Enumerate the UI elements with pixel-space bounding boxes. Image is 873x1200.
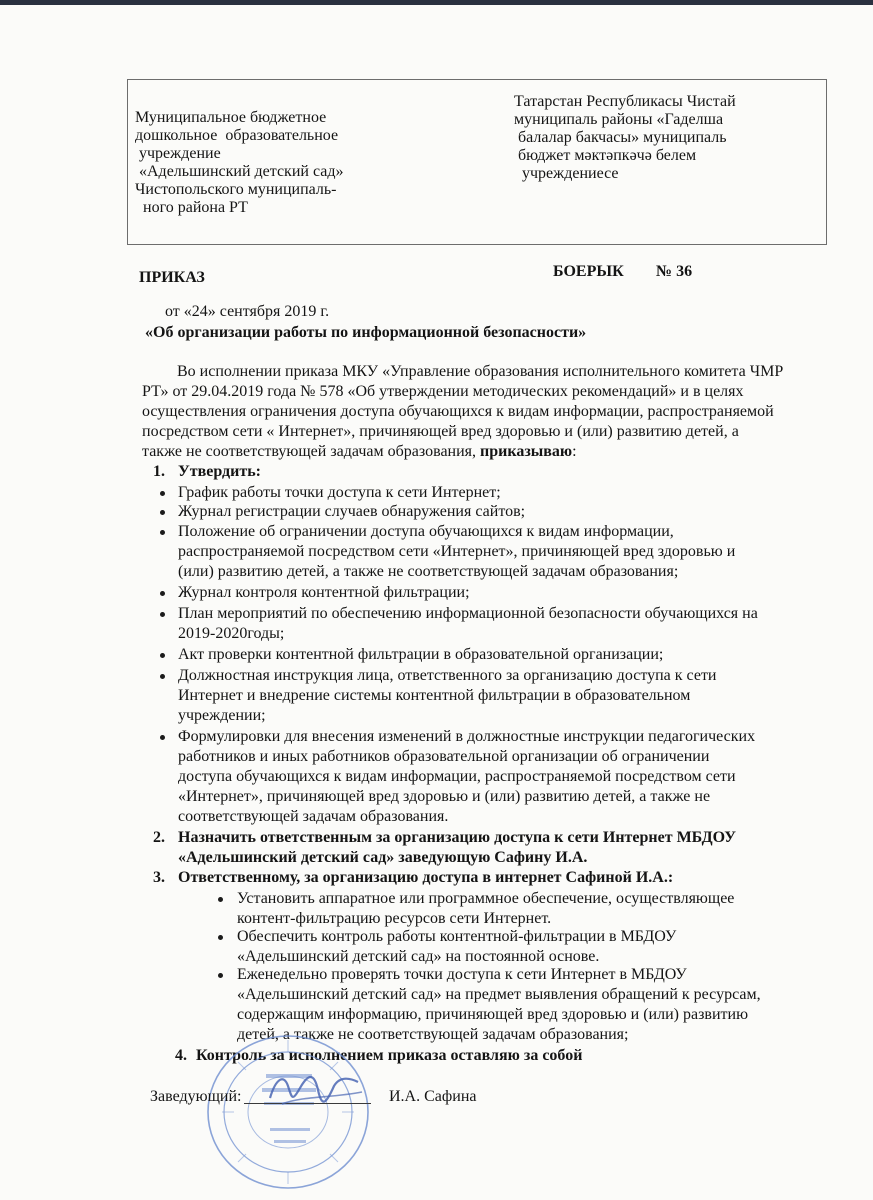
bullet-dot <box>218 973 223 978</box>
item1-line: учреждении; <box>178 707 266 724</box>
item1-line: Положение об ограничении доступа обучающихся к видам информации, <box>178 523 674 540</box>
item1-title: Утвердить: <box>178 463 261 480</box>
item1-line: соответствующей задачам образования. <box>178 808 449 825</box>
item3-line: контент-фильтрацию ресурсов сети Интернет. <box>237 910 552 927</box>
bullet-dot <box>160 510 165 515</box>
item1-number: 1. <box>153 463 165 480</box>
signature-name: И.А. Сафина <box>389 1088 477 1105</box>
intro-text: также не соответствующей задачам образования, <box>142 443 477 460</box>
item1-line: График работы точки доступа к сети Интернет; <box>178 484 501 501</box>
item1-line: доступа обучающихся к видам информации, распространяемой посредством сети <box>178 768 736 785</box>
item1-line: Формулировки для внесения изменений в должностные инструкции педагогических <box>178 728 756 745</box>
header-org-ru: Муниципальное бюджетное дошкольное образовательное учреждение «Адельшинский детский сад» Чистопольского муниципаль- ного района РТ <box>135 109 344 216</box>
item1-line: (или) развитию детей, а также не соответствующей задачам образования; <box>178 563 679 580</box>
item1-line: Интернет и внедрение системы контентной фильтрации в образовательном <box>178 687 691 704</box>
item1-line: План мероприятий по обеспечению информационной безопасности обучающихся на <box>178 605 758 622</box>
bullet-dot <box>160 491 165 496</box>
intro-line: Во исполнении приказа МКУ «Управление образования исполнительного комитета ЧМР <box>177 363 784 380</box>
bullet-dot <box>218 935 223 940</box>
item1-line: Акт проверки контентной фильтрации в образовательной организации; <box>178 646 664 663</box>
item1-line: Должностная инструкция лица, ответственного за организацию доступа к сети <box>178 667 717 684</box>
item3-title: Ответственному, за организацию доступа в интернет Сафиной И.А.: <box>178 869 674 886</box>
intro-line: РТ» от 29.04.2019 года № 578 «Об утверждении методических рекомендаций» и в целях <box>142 383 744 400</box>
order-number: № 36 <box>656 263 693 280</box>
item3-line: содержащим информацию, причиняющей вред здоровью и (или) развитию <box>237 1006 749 1023</box>
order-date: от «24» сентября 2019 г. <box>165 303 330 320</box>
header-org-tt: Татарстан Республикасы Чистай муниципаль районы «Гаделша балалар бакчасы» муниципаль бюджет мәктәпкәчә белем учреждениесе <box>514 93 736 182</box>
item3-number: 3. <box>153 869 165 886</box>
bullet-dot <box>160 735 165 740</box>
item4-number: 4. <box>175 1047 187 1064</box>
bullet-dot <box>160 591 165 596</box>
intro-colon: : <box>572 443 577 460</box>
bullet-dot <box>160 612 165 617</box>
order-title-ru: ПРИКАЗ <box>139 269 205 286</box>
item3-line: «Адельшинский детский сад» на предмет выявления обращений к ресурсам, <box>237 986 761 1003</box>
intro-keyword: приказываю <box>480 443 573 460</box>
item1-line: 2019-2020годы; <box>178 625 285 642</box>
item3-line: детей, а также не соответствующей задачам образования; <box>237 1026 629 1043</box>
item1-line: «Интернет», причиняющей вред здоровью и (или) развитию детей, а также не <box>178 788 711 805</box>
scan-top-edge <box>0 0 873 5</box>
item2-number: 2. <box>153 829 165 846</box>
bullet-dot <box>160 674 165 679</box>
item2-line: «Адельшинский детский сад» заведующую Сафину И.А. <box>178 849 588 866</box>
signature-position: Заведующий: <box>150 1088 242 1105</box>
item1-line: Журнал контроля контентной фильтрации; <box>178 584 470 601</box>
bullet-dot <box>160 653 165 658</box>
item2-line: Назначить ответственным за организацию доступа к сети Интернет МБДОУ <box>178 829 736 846</box>
item4-title: Контроль за исполнением приказа оставляю за собой <box>196 1047 583 1064</box>
item3-line: Обеспечить контроль работы контентной-фильтрации в МБДОУ <box>237 928 677 945</box>
item3-line: Еженедельно проверять точки доступа к сети Интернет в МБДОУ <box>237 966 687 983</box>
item3-line: Установить аппаратное или программное обеспечение, осуществляющее <box>237 890 735 907</box>
item3-line: «Адельшинский детский сад» на постоянной основе. <box>237 948 600 965</box>
intro-line: посредством сети « Интернет», причиняющей вред здоровью и (или) развитию детей, а <box>142 423 739 440</box>
order-title-tt: БОЕРЫК <box>553 263 624 280</box>
bullet-dot <box>218 897 223 902</box>
item1-line: распространяемой посредством сети «Интернет», причиняющей вред здоровью и <box>178 543 736 560</box>
intro-line: осуществления ограничения доступа обучающихся к видам информации, распространяемой <box>142 403 774 420</box>
item1-line: Журнал регистрации случаев обнаружения сайтов; <box>178 503 526 520</box>
intro-line-last <box>142 442 577 461</box>
bullet-dot <box>160 530 165 535</box>
item1-line: работников и иных работников образовательной организации об ограничении <box>178 748 710 765</box>
official-stamp <box>204 1032 372 1192</box>
signature-scribble <box>262 1068 372 1108</box>
order-subject: «Об организации работы по информационной безопасности» <box>145 324 587 341</box>
